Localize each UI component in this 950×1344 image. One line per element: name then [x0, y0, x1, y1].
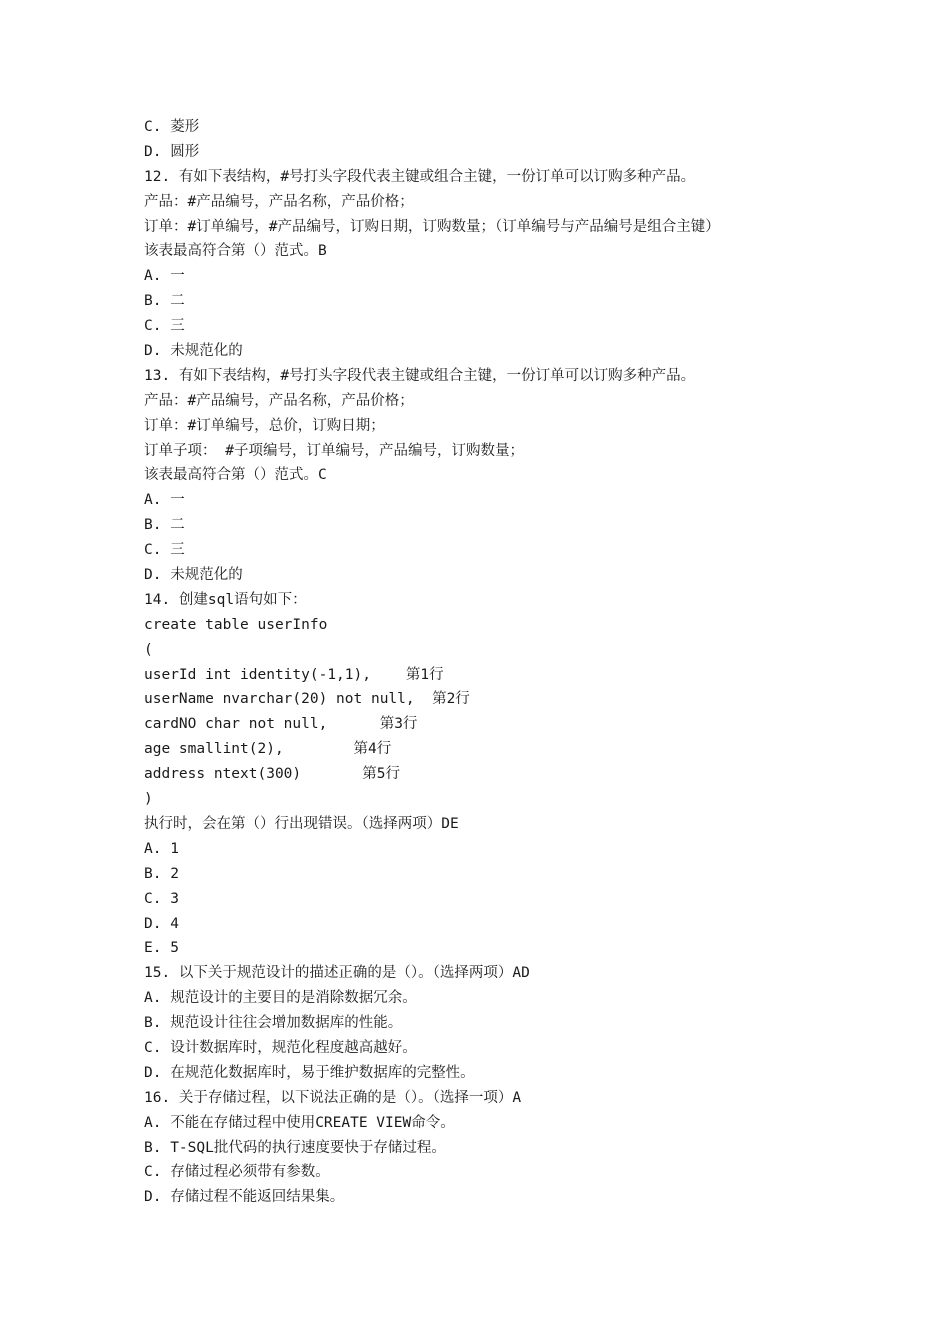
code-line: address ntext(300) 第5行 — [144, 766, 400, 783]
question-line: 产品：#产品编号，产品名称，产品价格； — [144, 392, 414, 409]
option-line: A. 不能在存储过程中使用CREATE VIEW命令。 — [144, 1114, 455, 1131]
option-line: A. 1 — [144, 840, 179, 857]
question-line: 订单：#订单编号，总价，订购日期； — [144, 417, 385, 434]
document-body — [144, 115, 844, 1210]
question-line: 订单子项： #子项编号，订单编号，产品编号，订购数量； — [144, 442, 524, 459]
question-13: 13. 有如下表结构，#号打头字段代表主键或组合主键，一份订单可以订购多种产品。 — [144, 367, 696, 384]
code-line: userId int identity(-1,1), 第1行 — [144, 666, 444, 683]
option-line: A. 一 — [144, 268, 185, 285]
option-line: D. 圆形 — [144, 143, 200, 160]
option-line: A. 规范设计的主要目的是消除数据冗余。 — [144, 990, 417, 1007]
option-line: C. 三 — [144, 318, 185, 335]
option-line: D. 未规范化的 — [144, 567, 243, 584]
option-line: B. 二 — [144, 517, 185, 534]
option-line: D. 4 — [144, 915, 179, 932]
question-line: 执行时，会在第（）行出现错误。（选择两项）DE — [144, 815, 459, 832]
code-line: age smallint(2), 第4行 — [144, 741, 392, 758]
option-line: E. 5 — [144, 940, 179, 957]
question-line: 订单：#订单编号，#产品编号，订购日期，订购数量；（订单编号与产品编号是组合主键） — [144, 218, 720, 235]
option-line: D. 存储过程不能返回结果集。 — [144, 1189, 345, 1206]
code-line: create table userInfo — [144, 616, 328, 633]
option-line: B. T-SQL批代码的执行速度要快于存储过程。 — [144, 1139, 446, 1156]
question-line: 产品：#产品编号，产品名称，产品价格； — [144, 193, 414, 210]
option-line: D. 在规范化数据库时，易于维护数据库的完整性。 — [144, 1064, 475, 1081]
option-line: D. 未规范化的 — [144, 343, 243, 360]
question-16: 16. 关于存储过程，以下说法正确的是（）。（选择一项）A — [144, 1089, 522, 1106]
option-line: C. 3 — [144, 890, 179, 907]
question-12: 12. 有如下表结构，#号打头字段代表主键或组合主键，一份订单可以订购多种产品。 — [144, 168, 696, 185]
question-15: 15. 以下关于规范设计的描述正确的是（）。（选择两项）AD — [144, 965, 530, 982]
option-line: C. 存储过程必须带有参数。 — [144, 1164, 330, 1181]
question-line: 该表最高符合第（）范式。B — [144, 243, 327, 260]
code-line: userName nvarchar(20) not null, 第2行 — [144, 691, 470, 708]
code-line: cardNO char not null, 第3行 — [144, 716, 418, 733]
question-line: 该表最高符合第（）范式。C — [144, 467, 327, 484]
option-line: B. 二 — [144, 293, 185, 310]
option-line: B. 2 — [144, 865, 179, 882]
option-line: C. 设计数据库时，规范化程度越高越好。 — [144, 1039, 417, 1056]
option-line: C. 菱形 — [144, 119, 200, 135]
question-14: 14. 创建sql语句如下： — [144, 591, 307, 608]
code-line: ( — [144, 641, 153, 658]
code-line: ) — [144, 791, 153, 808]
option-line: A. 一 — [144, 492, 185, 509]
option-line: B. 规范设计往往会增加数据库的性能。 — [144, 1015, 403, 1032]
option-line: C. 三 — [144, 542, 185, 559]
